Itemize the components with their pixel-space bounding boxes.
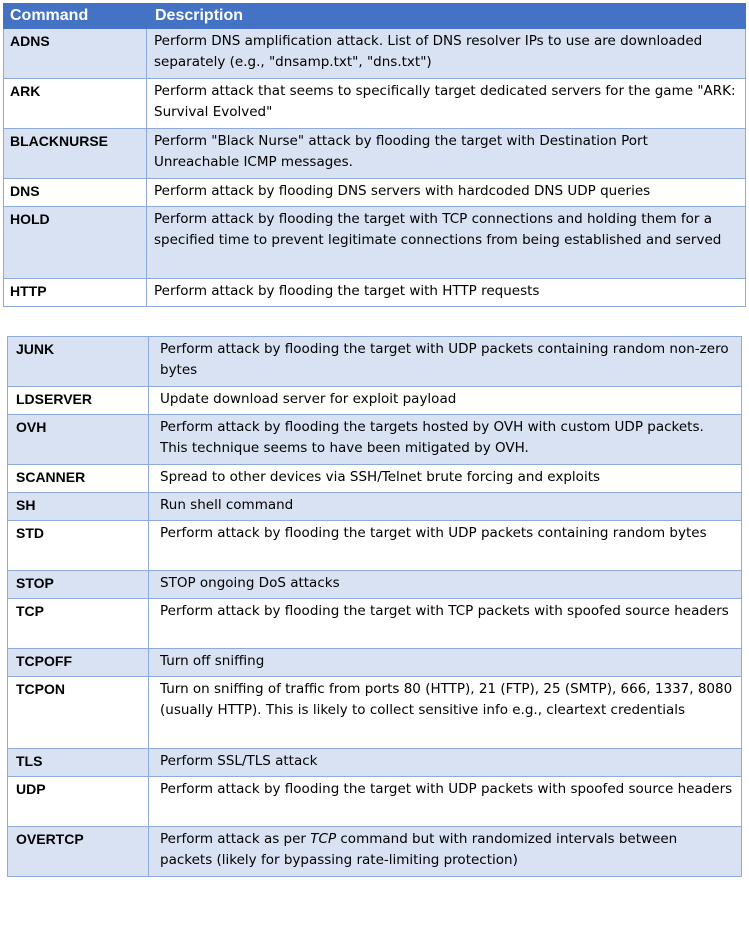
command-name: STOP [8,571,149,599]
table-row [8,337,742,387]
command-description: Turn on sniffing of traffic from ports 80 (HTTP), 21 (FTP), 25 (SMTP), 666, 1337, 8080 (usually HTTP). This is likely to collect sensitive info e.g., cleartext credentials [149,677,742,749]
table-row [8,677,742,749]
command-name: ADNS [4,29,147,79]
table-row [8,415,742,465]
command-description: Turn off sniffing [149,649,742,677]
command-description: Perform "Black Nurse" attack by flooding the target with Destination Port Unreachable ICMP messages. [147,129,746,179]
command-description: Perform attack by flooding the targets hosted by OVH with custom UDP packets. This technique seems to have been mitigated by OVH. [149,415,742,465]
command-description: Perform attack by flooding the target with UDP packets with spoofed source headers [149,777,742,827]
description-column-header: Description [147,4,746,29]
command-column-header: Command [4,4,147,29]
command-description: Perform attack that seems to specifically target dedicated servers for the game "ARK: Survival Evolved" [147,79,746,129]
table-row [8,749,742,777]
table-row [4,279,746,307]
table-row [4,207,746,279]
table-row [8,493,742,521]
command-name: TCPOFF [8,649,149,677]
command-name: JUNK [8,337,149,387]
table-row [8,465,742,493]
table-row [4,79,746,129]
command-name: TLS [8,749,149,777]
command-description: Spread to other devices via SSH/Telnet brute forcing and exploits [149,465,742,493]
table-row [8,571,742,599]
table-row [8,521,742,571]
command-name: HOLD [4,207,147,279]
command-name: OVERTCP [8,827,149,877]
commands-table-bottom [7,336,742,877]
command-description: Perform attack by flooding the target with HTTP requests [147,279,746,307]
command-name: UDP [8,777,149,827]
command-name: SH [8,493,149,521]
table-row [4,129,746,179]
commands-table-top [3,3,746,307]
command-description: Perform attack by flooding the target with UDP packets containing random bytes [149,521,742,571]
table-row [4,29,746,79]
command-name: BLACKNURSE [4,129,147,179]
command-description: Perform attack by flooding the target with TCP connections and holding them for a specified time to prevent legitimate connections from being established and served [147,207,746,279]
command-description: STOP ongoing DoS attacks [149,571,742,599]
description-text: Perform attack as per [160,831,311,847]
description-emphasis: TCP [310,831,337,847]
command-name: HTTP [4,279,147,307]
table-row [4,179,746,207]
command-name: OVH [8,415,149,465]
table-row [8,827,742,877]
description-text: command but with randomized intervals between packets (likely for bypassing rate-limiting protection) [160,831,678,868]
command-name: LDSERVER [8,387,149,415]
command-name: DNS [4,179,147,207]
command-name: ARK [4,79,147,129]
command-description [149,827,742,877]
command-description: Perform DNS amplification attack. List of DNS resolver IPs to use are downloaded separately (e.g., "dnsamp.txt", "dns.txt") [147,29,746,79]
command-name: STD [8,521,149,571]
table-row [8,387,742,415]
command-description: Run shell command [149,493,742,521]
command-name: SCANNER [8,465,149,493]
table-row [8,599,742,649]
table-row [8,649,742,677]
command-description: Perform attack by flooding the target with TCP packets with spoofed source headers [149,599,742,649]
table-row [8,777,742,827]
command-description: Update download server for exploit payload [149,387,742,415]
command-name: TCP [8,599,149,649]
table-header-row [4,4,746,29]
command-name: TCPON [8,677,149,749]
command-description: Perform attack by flooding DNS servers with hardcoded DNS UDP queries [147,179,746,207]
command-description: Perform SSL/TLS attack [149,749,742,777]
command-description: Perform attack by flooding the target with UDP packets containing random non-zero bytes [149,337,742,387]
